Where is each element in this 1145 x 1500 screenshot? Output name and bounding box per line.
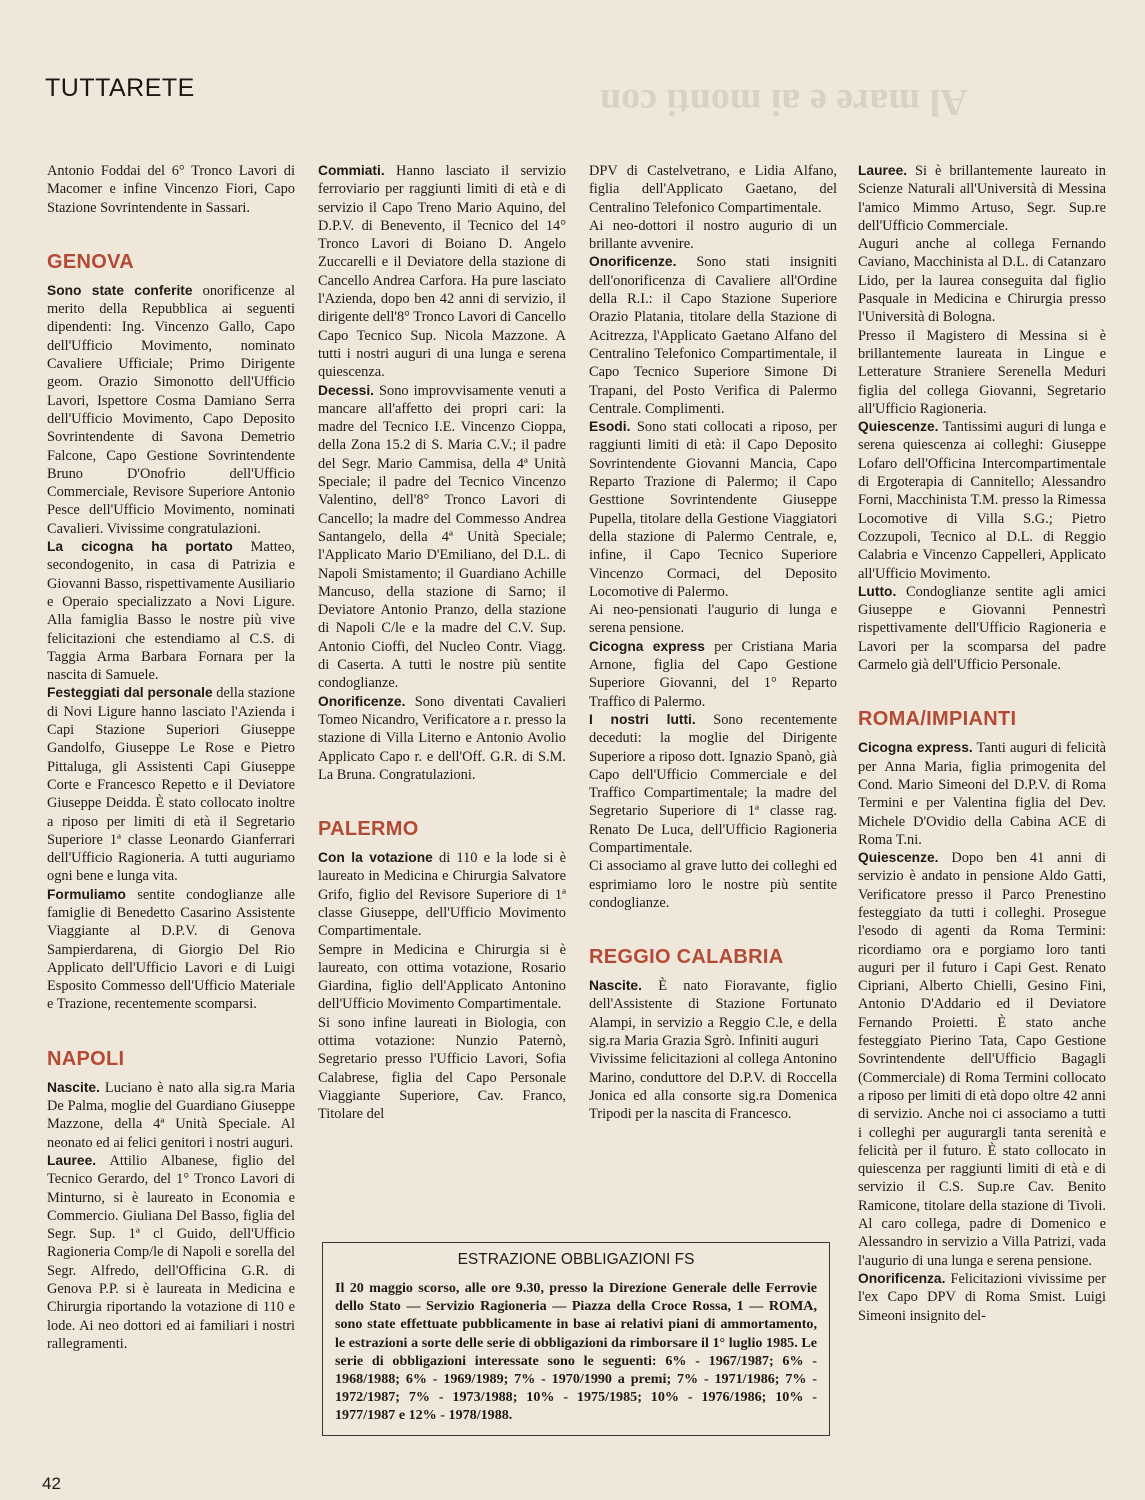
paragraph-lead: Onorificenze.: [318, 693, 406, 709]
paragraph-text: Tanti auguri di felicità per Anna Maria, figlia primogenita del Cond. Mario Simeoni del D.P.V. di Roma Termini e per Valentina figlia del Dev. Michele D'Ovidio della Cabina ACE di Roma T.ni.: [858, 740, 1106, 848]
paragraph-text: Dopo ben 41 anni di servizio è andato in pensione Aldo Gatti, Verificatore presso il Parco Prenestino festeggiato da tutti i colleghi. Prosegue l'esodo di agenti da Roma Termini: ricordiamo ora e porgiamo loro tanti auguri per il futuro i Capi Gest. Renato Cipriani, Alberto Chielli, Gesino Fini, Antonio D'Addario ed il Deviatore Fernando Proietti. È stato anche festeggiato Pierino Tata, Capo Gestione Sovrintendente dell'Ufficio Bagagli (Commerciale) di Roma Termini collocato a riposo per limiti di età dopo oltre 42 anni di servizio. Anche noi ci associamo a tutti i colleghi per augurargli tanta serenità e felicità per il futuro. È stato collocato in quiescenza per raggiunti limiti di età e di servizio il C.S. Sup.re Cav. Benito Ramicone, titolare della stazione di Tivoli. Al caro collega, padre di Domenico e Alessandro in servizio a Villa Patrizi, vada l'augurio di una lunga e serena pensione.: [858, 850, 1106, 1269]
paragraph-lead: Esodi.: [589, 419, 631, 435]
paragraph-lead: La cicogna ha portato: [47, 539, 233, 555]
paragraph-text: Sono stati collocati a riposo, per raggiunti limiti di età: il Capo Deposito Sovrintendente Giovanni Mancia, Capo Reparto Trazione di Palermo; il Capo Gesttione Sovrintendente Giuseppe Pupella, titolare della Gestione Viaggiatori della stazione di Palermo Centrale, e, infine, il Capo Tecnico Superiore Vincenzo Cormaci, del Deposito Locomotive di Palermo.: [589, 419, 837, 600]
paragraph-text: di 110 e la lode si è laureato in Medicina e Chirurgia Salvatore Grifo, figlio del Revisore Superiore di 1ª classe Giuseppe, dell'Ufficio Movimento Compartimentale.: [318, 850, 566, 940]
paragraph-lead: Con la votazione: [318, 850, 433, 866]
paragraph-text: Si è brillantemente laureato in Scienze Naturali all'Università di Messina l'amico Mimmo Artuso, Segr. Sup.re dell'Ufficio Commerciale.: [858, 163, 1106, 234]
paragraph-text: Sono stati insigniti dell'onorificenza di Cavaliere all'Ordine della R.I.: il Capo Stazione Superiore Orazio Platania, titolare della Stazione di Acitrezza, l'Applicato Gaetano Alfano del Centralino Telefonico Compartimentale, il Capo Tecnico Superiore Simone Di Trapani, del Posto Verifica di Palermo Centrale. Complimenti.: [589, 254, 837, 417]
paragraph-text: per Cristiana Maria Arnone, figlia del Capo Gestione Superiore Giovanni, del 1° Reparto Traffico di Palermo.: [589, 638, 837, 710]
paragraph: Presso il Magistero di Messina si è brillantemente laureata in Lingue e Letterature Straniere Serenella Meduri figlia del collega Giovanni, Segretario all'Ufficio Ragioneria.: [858, 327, 1106, 417]
paragraph-lead: Cicogna express: [589, 638, 705, 654]
paragraph: Sempre in Medicina e Chirurgia si è laureato, con ottima votazione, Rosario Giardina, figlio dell'Applicato Antonino dell'Ufficio Movimento Compartimentale.: [318, 941, 566, 1013]
paragraph-text: sentite condoglianze alle famiglie di Benedetto Casarino Assistente Viaggiante al D.P.V. di Genova Sampierdarena, di Giorgio Del Rio Applicato dell'Ufficio Lavori e di Luigi Esposito Commesso dell'Ufficio Materiale e Trazione, recentemente scomparsi.: [47, 886, 295, 1013]
section-heading-napoli: NAPOLI: [47, 1047, 125, 1070]
paragraph-lead: Onorificenza.: [858, 1270, 946, 1286]
paragraph-text: Luciano è nato alla sig.ra Maria De Palma, moglie del Guardiano Giuseppe Mazzone, della 4ª Unità Speciale. Al neonato ed ai felici genitori i nostri auguri.: [47, 1079, 295, 1151]
magazine-title: TUTTARETE: [45, 74, 195, 102]
paragraph: [589, 711, 837, 857]
paragraph-lead: Festeggiati dal personale: [47, 685, 213, 701]
paragraph: [589, 253, 837, 418]
bond-extraction-box: [322, 1242, 830, 1436]
paragraph-lead: Commiati.: [318, 163, 385, 178]
paragraph: [318, 162, 566, 382]
paragraph-lead: Sono state conferite: [47, 282, 193, 298]
column-3: [589, 162, 837, 1124]
paragraph: Si sono infine laureati in Biologia, con ottima votazione: Nunzio Paternò, Segretario presso l'Ufficio Lavori, Sofia Calabrese, figlia del Capo Personale Viaggiante Superiore, Cav. Franco, Titolare del: [318, 1014, 566, 1123]
paragraph-lead: Nascite.: [47, 1079, 100, 1095]
paragraph: Vivissime felicitazioni al collega Antonino Marino, conduttore del D.P.V. di Roccella Jonica ed alla consorte sig.ra Domenica Tripodi per la nascita di Francesco.: [589, 1051, 837, 1123]
paragraph-lead: I nostri lutti.: [589, 711, 696, 727]
paragraph: [47, 538, 295, 684]
paragraph-text: Condoglianze sentite agli amici Giuseppe e Giovanni Pennestrì rispettivamente dell'Ufficio Ragioneria e Lavori per la scomparsa del padre Carmelo già dell'Ufficio Personale.: [858, 583, 1106, 674]
paragraph-text: onorificenze al merito della Repubblica ai seguenti dipendenti: Ing. Vincenzo Gallo, Capo dell'Ufficio Movimento, nominato Cavaliere Ufficiale; Primo Dirigente geom. Orazio Simonotto dell'Ufficio Lavori, Ispettore Cosma Damiano Serra dell'Ufficio Movimento, Capo Deposito Sovrintendente di Savona Demetrio Falcone, Capo Gestione Sovrintendente Bruno D'Onofrio dell'Ufficio Commerciale, Revisore Superiore Antonio Pesce dell'Ufficio Movimento, nominati Cavalieri. Vivissime congratulazioni.: [47, 282, 295, 537]
paragraph: DPV di Castelvetrano, e Lidia Alfano, figlia dell'Applicato Gaetano, del Centralino Telefonico Compartimentale.: [589, 163, 837, 216]
paragraph: Auguri anche al collega Fernando Caviano, Macchinista al D.L. di Catanzaro Lido, per la laurea conseguita dal figlio Pasquale in Medicina e Chirurgia presso l'Università di Bologna.: [858, 236, 1106, 326]
paragraph-text: Hanno lasciato il servizio ferroviario per raggiunti limiti di età e di servizio il Capo Treno Mario Aquino, del D.P.V. di Benevento, il Tecnico del 14° Tronco Lavori di Boiano D. Angelo Zuccarelli e il Deviatore della stazione di Cancello Andrea Carfora. Ha pure lasciato l'Azienda, dopo ben 42 anni di servizio, il dirigente dell'8° Tronco Lavori di Cancello Capo Tecnico Sup. Nicola Mazzone. A tutti i nostri auguri di una lunga e serena quiescenza.: [318, 163, 566, 381]
paragraph-text: Felicitazioni vivissime per l'ex Capo DPV di Roma Smist. Luigi Simeoni insignito del-: [858, 1270, 1106, 1324]
paragraph-lead: Lauree.: [47, 1152, 97, 1168]
paragraph: [858, 739, 1106, 849]
bleed-through-text: Al mare e ai monti con: [600, 81, 968, 123]
paragraph: [318, 849, 566, 940]
paragraph-text: Sono recentemente deceduti: la moglie del Dirigente Superiore a riposo dott. Ignazio Spanò, già Capo dell'Ufficio Commerciale e del Traffico Compartimentale; la madre del Segretario Superiore di 1ª classe rag. Renato De Luca, dell'Ufficio Ragioneria Compartimentale.: [589, 711, 837, 856]
paragraph-text: Matteo, secondogenito, in casa di Patrizia e Giovanni Basso, rispettivamente Ausiliario e Operaio specializzato a Novi Ligure. Alla famiglia Basso le nostre più vive felicitazioni che estendiamo al C.S. di Taggia Arma Barbara Fornara per la nascita di Samuele.: [47, 539, 295, 684]
paragraph-text: È nato Fioravante, figlio dell'Assistente di Stazione Fortunato Alampi, in servizio a Reggio C.le, e della sig.ra Maria Grazia Sgrò. Infiniti auguri: [589, 978, 837, 1050]
paragraph-lead: Lutto.: [858, 583, 897, 599]
paragraph-lead: Cicogna express.: [858, 740, 973, 756]
paragraph: [47, 684, 295, 885]
paragraph-text: Attilio Albanese, figlio del Tecnico Gerardo, del 1° Tronco Lavori di Minturno, si è laureato in Economia e Commercio. Giuliana Del Basso, figlia del Segr. Sup. 1ª cl Guido, dell'Ufficio Ragioneria Comp/le di Napoli e sorella del Segr. Alfredo, dell'Officina G.R. di Genova P.P. si è laureata in Medicina e Chirurgia riportando la votazione di 110 e lode. Ai neo dottori ed ai familiari i nostri rallegramenti.: [47, 1152, 295, 1352]
paragraph: Ai neo-pensionati l'augurio di lunga e serena pensione.: [589, 602, 837, 637]
paragraph-lead: Formuliamo: [47, 886, 126, 902]
paragraph: [858, 418, 1106, 583]
paragraph: [858, 849, 1106, 1270]
paragraph: [47, 886, 295, 1014]
paragraph-text: Sono diventati Cavalieri Tomeo Nicandro, Verificatore a r. presso la stazione di Villa Literno e Antonio Avolio Applicato Capo r. e dell'Off. G.R. di S.M. La Bruna. Congratulazioni.: [318, 693, 566, 783]
column-1: [47, 162, 295, 1353]
column-2: [318, 162, 566, 1124]
paragraph: Ai neo-dottori il nostro augurio di un brillante avvenire.: [589, 217, 837, 253]
paragraph-text: Sono improvvisamente venuti a mancare all'affetto dei propri cari: la madre del Tecnico I.E. Vincenzo Cioppa, della Zona 15.2 di S. Maria C.V.; il padre del Segr. Mario Cammisa, della 4ª Unità Speciale; il padre del Tecnico Vincenzo Valentino, dell'8° Tronco Lavori di Cancello; la madre del Commesso Andrea Santangelo, della 4ª Unità Speciale; l'Applicato Mario D'Emiliano, del D.L. di Napoli Smistamento; il Guardiano Achille Mancuso, della stazione di Sarno; il Deviatore Antonio Pranzo, della stazione di Napoli C/le e la madre del C.V. Sup. Antonio Cioffi, del Nucleo Contr. Viagg. di Caserta. A tutti le nostre più sentite condoglianze.: [318, 382, 566, 692]
paragraph: [318, 382, 566, 693]
box-body: Il 20 maggio scorso, alle ore 9.30, presso la Direzione Generale delle Ferrovie dello Stato — Servizio Ragioneria — Piazza della Croce Rossa, 1 — ROMA, sono state effettuate pubblicamente in base ai relativi piani di ammortamento, le estrazioni a sorte delle serie di obbligazioni da rimborsare il 1° luglio 1985. Le serie di obbligazioni interessate sono le seguenti: 6% - 1967/1987; 6% - 1968/1988; 6% - 1969/1989; 7% - 1970/1990 a premi; 7% - 1971/1986; 7% - 1972/1987; 7% - 1973/1988; 10% - 1975/1985; 10% - 1976/1986; 10% - 1977/1987 e 12% - 1978/1988.: [335, 1280, 817, 1424]
paragraph-lead: Quiescenze.: [858, 419, 939, 435]
paragraph-text: Tantissimi auguri di lunga e serena quiescenza ai colleghi: Giuseppe Lofaro dell'Officina Intercompartimentale di Ergoterapia di Cannitello; Alessandro Forni, Macchinista T.M. presso la Rimessa Locomotive di Villa S.G.; Pietro Cozzupoli, Tecnico al D.L. di Reggio Calabria e Vincenzo Cappelleri, Applicato all'Ufficio Movimento.: [858, 419, 1106, 582]
paragraph-lead: Decessi.: [318, 382, 374, 398]
paragraph: [589, 977, 837, 1050]
paragraph: [47, 282, 295, 538]
paragraph-lead: Nascite.: [589, 978, 642, 994]
page-number: 42: [42, 1474, 61, 1493]
paragraph: [47, 1152, 295, 1353]
section-heading-palermo: PALERMO: [318, 818, 419, 841]
paragraph: [589, 418, 837, 601]
paragraph-text: della stazione di Novi Ligure hanno lasciato l'Azienda i Capi Stazione Superiori Giuseppe Gandolfo, Giuseppe Le Rose e Pietro Pittaluga, gli Assistenti Capi Giuseppe Corte e Francesco Repetto e il Deviatore Giuseppe Deidda. È stato collocato inoltre a riposo per limiti di età il Segretario Superiore 1ª classe Leonardo Gianferrari dell'Ufficio Ragioneria. A tutti auguriamo ogni bene e lunga vita.: [47, 685, 295, 885]
paragraph-lead: Onorificenze.: [589, 254, 677, 270]
paragraph: [318, 693, 566, 784]
section-heading-genova: GENOVA: [47, 250, 134, 273]
paragraph-lead: Quiescenze.: [858, 850, 939, 866]
paragraph: Ci associamo al grave lutto dei colleghi ed esprimiamo loro le nostre più sentite condoglianze.: [589, 858, 837, 911]
section-heading-roma-impianti: ROMA/IMPIANTI: [858, 708, 1017, 731]
paragraph: [858, 162, 1106, 235]
box-title: ESTRAZIONE OBBLIGAZIONI FS: [457, 1251, 695, 1268]
paragraph: [589, 638, 837, 711]
paragraph: [47, 1079, 295, 1152]
section-heading-reggio-calabria: REGGIO CALABRIA: [589, 946, 784, 969]
paragraph-lead: Lauree.: [858, 163, 908, 178]
paragraph: [858, 583, 1106, 674]
paragraph: [858, 1270, 1106, 1325]
paragraph: Antonio Foddai del 6° Tronco Lavori di Macomer e infine Vincenzo Fiori, Capo Stazione Sovrintendente in Sassari.: [47, 163, 295, 216]
column-4: [858, 162, 1106, 1325]
